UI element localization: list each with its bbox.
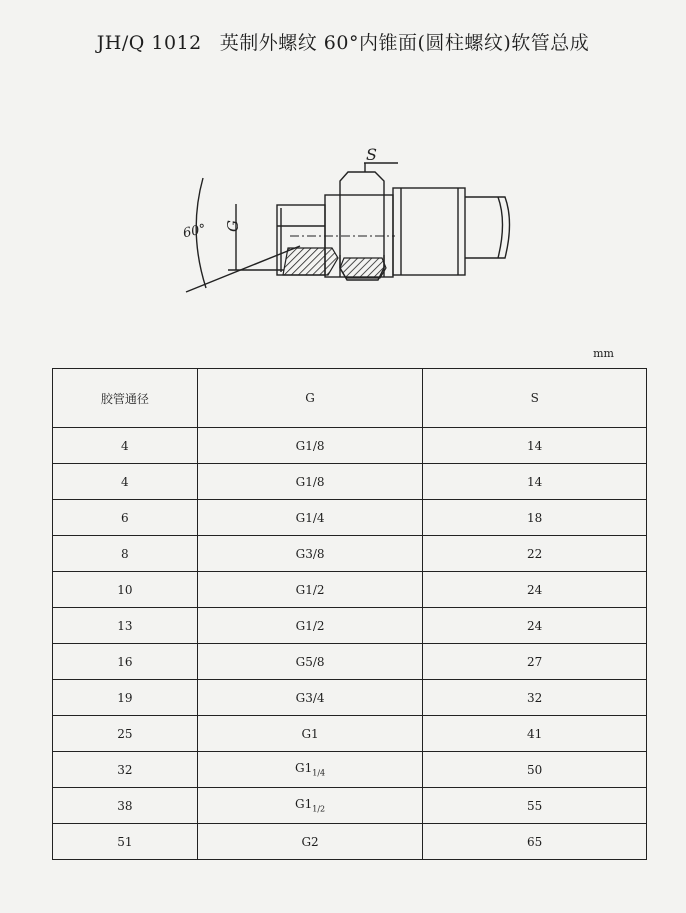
cell-hose-bore: 51 bbox=[53, 824, 198, 860]
standard-code: JH/Q 1012 bbox=[96, 32, 202, 54]
cell-s: 27 bbox=[423, 644, 647, 680]
table-row bbox=[53, 608, 647, 644]
cell-g bbox=[197, 572, 423, 608]
cell-s: 32 bbox=[423, 680, 647, 716]
table-header-row bbox=[53, 369, 647, 428]
hatched-section-right bbox=[340, 258, 386, 278]
table-row bbox=[53, 644, 647, 680]
table-row bbox=[53, 716, 647, 752]
table-row bbox=[53, 680, 647, 716]
table-row bbox=[53, 464, 647, 500]
cell-g bbox=[197, 608, 423, 644]
cell-g bbox=[197, 536, 423, 572]
cell-hose-bore: 16 bbox=[53, 644, 198, 680]
cell-hose-bore: 8 bbox=[53, 536, 198, 572]
cell-s: 24 bbox=[423, 608, 647, 644]
hose-fitting-drawing bbox=[0, 0, 686, 330]
label-g: G bbox=[224, 220, 242, 232]
cell-s: 22 bbox=[423, 536, 647, 572]
hatched-section-left bbox=[283, 248, 338, 275]
cell-g bbox=[197, 644, 423, 680]
cell-hose-bore: 25 bbox=[53, 716, 198, 752]
g-value: G3/8 bbox=[295, 546, 325, 561]
label-angle: 60° bbox=[181, 221, 208, 242]
cell-hose-bore: 6 bbox=[53, 500, 198, 536]
cell-hose-bore: 32 bbox=[53, 752, 198, 788]
cell-hose-bore: 4 bbox=[53, 428, 198, 464]
table-row bbox=[53, 428, 647, 464]
cell-s: 24 bbox=[423, 572, 647, 608]
cell-g bbox=[197, 500, 423, 536]
spec-table bbox=[52, 368, 647, 860]
g-value: G1/8 bbox=[295, 438, 325, 453]
g-value: G1 bbox=[295, 797, 313, 812]
header-hose-bore: 胶管通径 bbox=[53, 369, 198, 428]
hex-nut-top bbox=[340, 172, 384, 195]
cell-s: 14 bbox=[423, 464, 647, 500]
g-value: G3/4 bbox=[295, 690, 325, 705]
header-g: G bbox=[197, 369, 423, 428]
g-value: G1/8 bbox=[295, 474, 325, 489]
cell-s: 65 bbox=[423, 824, 647, 860]
table-row bbox=[53, 788, 647, 824]
cell-g bbox=[197, 824, 423, 860]
cell-g bbox=[197, 788, 423, 824]
g-fraction: 1/2 bbox=[312, 804, 326, 814]
g-value: G1 bbox=[301, 726, 319, 741]
cell-hose-bore: 4 bbox=[53, 464, 198, 500]
standard-title: 英制外螺纹 60°内锥面(圆柱螺纹)软管总成 bbox=[219, 32, 590, 54]
header-s: S bbox=[423, 369, 647, 428]
cell-g bbox=[197, 464, 423, 500]
cell-s: 50 bbox=[423, 752, 647, 788]
g-value: G1/4 bbox=[295, 510, 325, 525]
table-row bbox=[53, 752, 647, 788]
cell-s: 18 bbox=[423, 500, 647, 536]
table-row bbox=[53, 500, 647, 536]
cell-hose-bore: 19 bbox=[53, 680, 198, 716]
cell-s: 55 bbox=[423, 788, 647, 824]
cell-g bbox=[197, 680, 423, 716]
hose-sleeve bbox=[393, 188, 465, 275]
g-value: G1 bbox=[295, 761, 313, 776]
label-s: S bbox=[366, 145, 377, 164]
g-value: G1/2 bbox=[295, 582, 325, 597]
cell-s: 41 bbox=[423, 716, 647, 752]
g-fraction: 1/4 bbox=[312, 768, 326, 778]
g-value: G1/2 bbox=[295, 618, 325, 633]
table-row bbox=[53, 824, 647, 860]
cell-s: 14 bbox=[423, 428, 647, 464]
table-row bbox=[53, 572, 647, 608]
cell-hose-bore: 38 bbox=[53, 788, 198, 824]
cell-g bbox=[197, 716, 423, 752]
cell-g bbox=[197, 428, 423, 464]
unit-label: mm bbox=[593, 347, 614, 360]
cell-hose-bore: 10 bbox=[53, 572, 198, 608]
cell-g bbox=[197, 752, 423, 788]
cone-extension-line bbox=[186, 246, 300, 292]
g-value: G5/8 bbox=[295, 654, 325, 669]
cell-hose-bore: 13 bbox=[53, 608, 198, 644]
g-value: G2 bbox=[301, 834, 319, 849]
table-row bbox=[53, 536, 647, 572]
